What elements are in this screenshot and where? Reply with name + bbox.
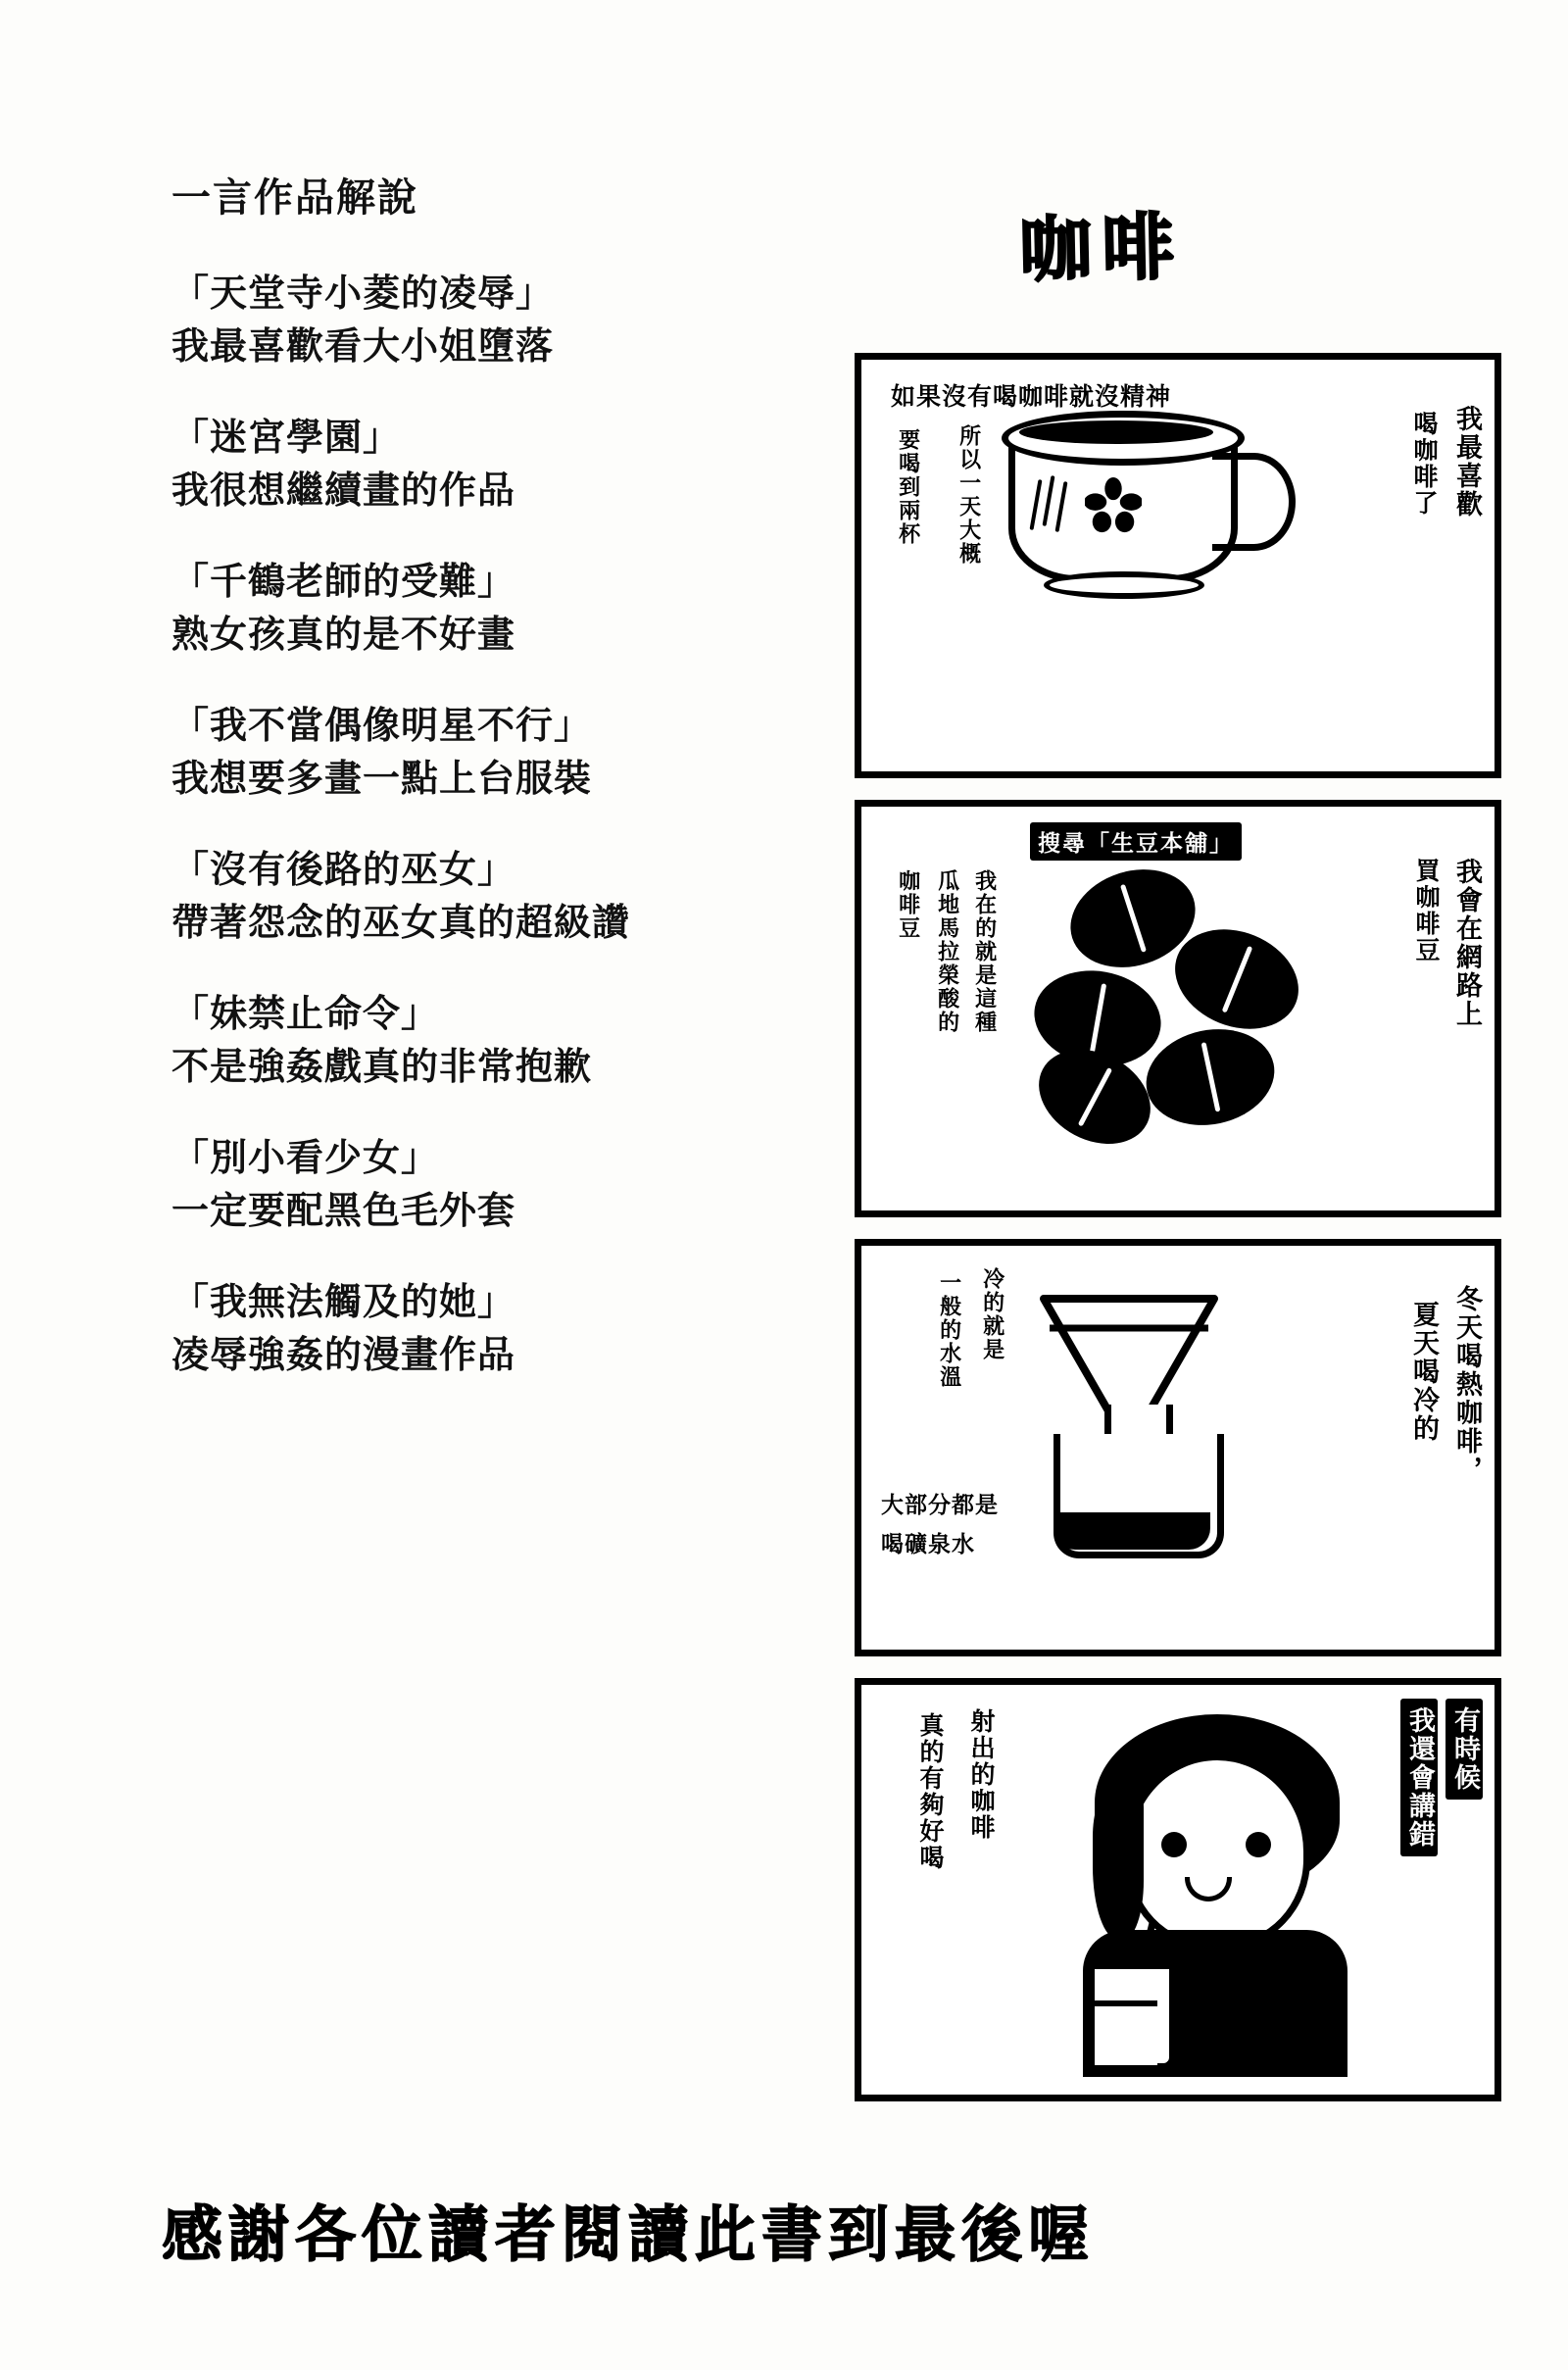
comic-panel-3	[855, 1239, 1501, 1656]
coffee-cup-foot	[1044, 571, 1204, 599]
p2-text-2: 我會在網路上	[1451, 858, 1482, 1028]
comic-panel-4	[855, 1678, 1501, 2101]
commentary-entry	[172, 847, 838, 946]
p1-text-3: 喝咖啡了	[1410, 411, 1439, 517]
p4-text-4: 真的有夠好喝	[916, 1712, 945, 1871]
p2-text-1: 搜尋「生豆本舖」	[1030, 822, 1242, 861]
entry-note: 不是強姦戲真的非常抱歉	[172, 1044, 593, 1088]
p2-text-3: 買咖啡豆	[1412, 858, 1441, 963]
server-coffee-pool	[1054, 1512, 1210, 1550]
p3-text-2: 夏天喝冷的	[1408, 1301, 1439, 1443]
p3-text-1: 冬天喝熱咖啡，	[1451, 1285, 1482, 1484]
commentary-entry	[172, 1279, 838, 1378]
entry-note: 我很想繼續畫的作品	[172, 468, 516, 512]
p1-text-1: 如果沒有喝咖啡就沒精神	[891, 382, 1172, 411]
entry-note: 我最喜歡看大小姐墮落	[172, 323, 555, 368]
four-koma-strip	[855, 353, 1501, 2123]
character-eye-right	[1246, 1832, 1271, 1857]
entry-title: 「我無法觸及的她」	[172, 1280, 516, 1323]
p3-text-3: 冷的就是	[979, 1267, 1004, 1361]
p4-text-3: 射出的咖啡	[967, 1708, 996, 1841]
thanks-message: 感謝各位讀者閱讀此書到最後喔	[162, 2198, 1096, 2270]
p1-text-2: 我最喜歡	[1451, 405, 1482, 518]
entry-title: 「別小看少女」	[172, 1136, 440, 1179]
flower-icon	[1085, 477, 1142, 534]
p4-text-2: 我還會講錯	[1400, 1699, 1438, 1856]
strip-title: 咖啡	[1018, 205, 1186, 293]
entry-title: 「千鶴老師的受難」	[172, 560, 516, 603]
cup-shading-lines	[1034, 475, 1079, 544]
commentary-heading: 一言作品解說	[172, 175, 418, 221]
p1-text-4: 所以一天大概	[956, 424, 981, 566]
entry-title: 「妹禁止命令」	[172, 992, 440, 1035]
entry-title: 「我不當偶像明星不行」	[172, 704, 593, 747]
commentary-entry	[172, 271, 838, 370]
commentary-entry	[172, 1135, 838, 1234]
coffee-liquid	[1019, 420, 1213, 444]
p3-text-5: 大部分都是	[881, 1493, 999, 1518]
entry-title: 「沒有後路的巫女」	[172, 848, 516, 891]
panel-3-art	[861, 1246, 1494, 1650]
panel-2-art	[861, 807, 1494, 1210]
entry-title: 「天堂寺小菱的凌辱」	[172, 272, 555, 315]
commentary-entry	[172, 415, 838, 514]
p4-text-1: 有時候	[1446, 1699, 1483, 1800]
character-eye-left	[1161, 1832, 1187, 1857]
panel-4-art	[861, 1685, 1494, 2095]
entry-note: 我想要多畫一點上台服裝	[172, 756, 593, 800]
p1-text-5: 要喝到兩杯	[895, 428, 920, 546]
entry-note: 熟女孩真的是不好畫	[172, 612, 516, 656]
entry-title: 「迷宮學園」	[172, 416, 402, 459]
p2-text-4: 我在的就是這種	[971, 869, 997, 1034]
entry-note: 凌辱強姦的漫畫作品	[172, 1332, 516, 1376]
iced-coffee-liquid	[1095, 2000, 1157, 2065]
comic-panel-1	[855, 353, 1501, 778]
p2-text-6: 咖啡豆	[895, 869, 920, 940]
comic-panel-2	[855, 800, 1501, 1217]
commentary-entry	[172, 559, 838, 658]
p3-text-4: 一般的水溫	[936, 1271, 961, 1389]
commentary-entry	[172, 991, 838, 1090]
commentary-section	[172, 176, 838, 1423]
p2-text-5: 瓜地馬拉榮酸的	[934, 869, 959, 1034]
entry-note: 一定要配黑色毛外套	[172, 1188, 516, 1232]
entry-note: 帶著怨念的巫女真的超級讚	[172, 900, 631, 944]
panel-1-art	[861, 360, 1494, 771]
commentary-entry	[172, 703, 838, 802]
coffee-cup-handle	[1212, 453, 1296, 551]
coffee-bean	[1137, 1017, 1283, 1136]
p3-text-6: 喝礦泉水	[881, 1532, 975, 1557]
character-hair-side	[1093, 1793, 1144, 1940]
